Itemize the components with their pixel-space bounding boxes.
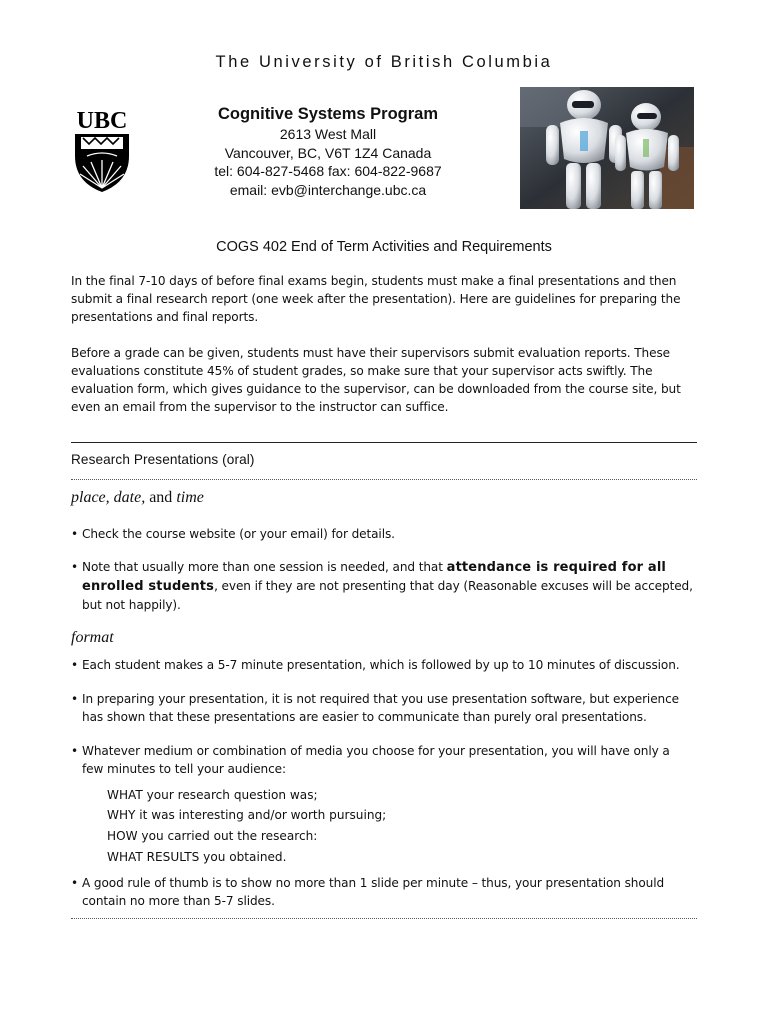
intro-paragraph-1 [71,272,699,326]
university-title: The University of British Columbia [215,53,553,71]
bullet-text: Each student makes a 5-7 minute presentation, which is followed by up to 10 minutes of discussion. [82,658,680,672]
text-line: few minutes to tell your audience: [82,762,286,776]
section-divider [71,442,697,443]
svg-text:UBC: UBC [76,108,128,134]
heading-word: time [172,489,204,506]
list-item: WHY it was interesting and/or worth pursuing; [107,808,387,822]
bold-text: attendance is required for all [446,560,667,575]
heading-word: place [71,489,106,506]
text-line [82,558,699,577]
heading-word: and [149,489,173,506]
section-heading: Research Presentations (oral) [71,452,255,467]
text-line: even an email from the supervisor to the instructor can suffice. [71,400,449,414]
text-line: has shown that these presentations are easier to communicate than purely oral presentations. [82,710,647,724]
text-line: but not happily). [82,598,181,612]
bullet-text: , even if they are not presenting that day (Reasonable excuses will be accepted, [214,579,693,593]
bullet-mark: • [71,876,79,890]
text-line: A good rule of thumb is to show no more than 1 slide per minute – thus, your presentation should [82,876,665,890]
bullet-mark: • [71,658,79,672]
bold-text: enrolled students [82,579,215,594]
dotted-divider [71,918,697,919]
text-line: In the final 7-10 days of before final exams begin, students must make a final presentations and then [71,274,677,288]
list-item: WHAT your research question was; [107,788,318,802]
list-item: WHAT RESULTS you obtained. [107,850,287,864]
intro-paragraph-2 [71,344,699,416]
bullet-item [71,525,699,543]
phone-fax: tel: 604-827-5468 fax: 604-822-9687 [214,163,442,180]
document-title: COGS 402 End of Term Activities and Requirements [216,239,552,255]
bullet-item [71,874,699,910]
list-item: HOW you carried out the research: [107,829,318,843]
text-line: In preparing your presentation, it is not required that you use presentation software, but experience [82,692,679,706]
format-heading: format [71,629,114,646]
program-name: Cognitive Systems Program [217,105,439,123]
text-line: contain no more than 5-7 slides. [82,894,275,908]
bullet-text: Note that usually more than one session is needed, and that [82,560,447,574]
address-line-1: 2613 West Mall [279,126,377,142]
ubc-logo [71,104,133,194]
bullet-mark: • [71,692,79,706]
text-line: evaluations constitute 45% of student grades, so make sure that your supervisor acts swiftly. The [71,364,653,378]
text-line: evaluation form, which gives guidance to the supervisor, can be downloaded from the course site, but [71,382,681,396]
address-line-2: Vancouver, BC, V6T 1Z4 Canada [224,144,432,161]
heading-word: , date, [105,489,150,506]
robots-photo [520,87,694,209]
bullet-item [71,742,699,778]
bullet-mark: • [71,744,79,758]
text-line: presentations and final reports. [71,310,259,324]
text-line: Whatever medium or combination of media you choose for your presentation, you will have only a [82,744,670,758]
bullet-mark: • [71,560,79,574]
bullet-item [71,558,699,614]
bullet-text: Check the course website (or your email) for details. [82,527,395,541]
email-address: email: evb@interchange.ubc.ca [229,181,427,198]
text-line: submit a final research report (one week after the presentation). Here are guidelines for preparing the [71,292,681,306]
bullet-item [71,690,699,726]
bullet-item [71,656,699,674]
text-line [82,577,699,596]
bullet-mark: • [71,527,79,541]
dotted-divider [71,479,697,480]
program-header [190,103,466,199]
place-date-time-heading [71,489,204,507]
text-line: Before a grade can be given, students must have their supervisors submit evaluation reports. These [71,346,671,360]
